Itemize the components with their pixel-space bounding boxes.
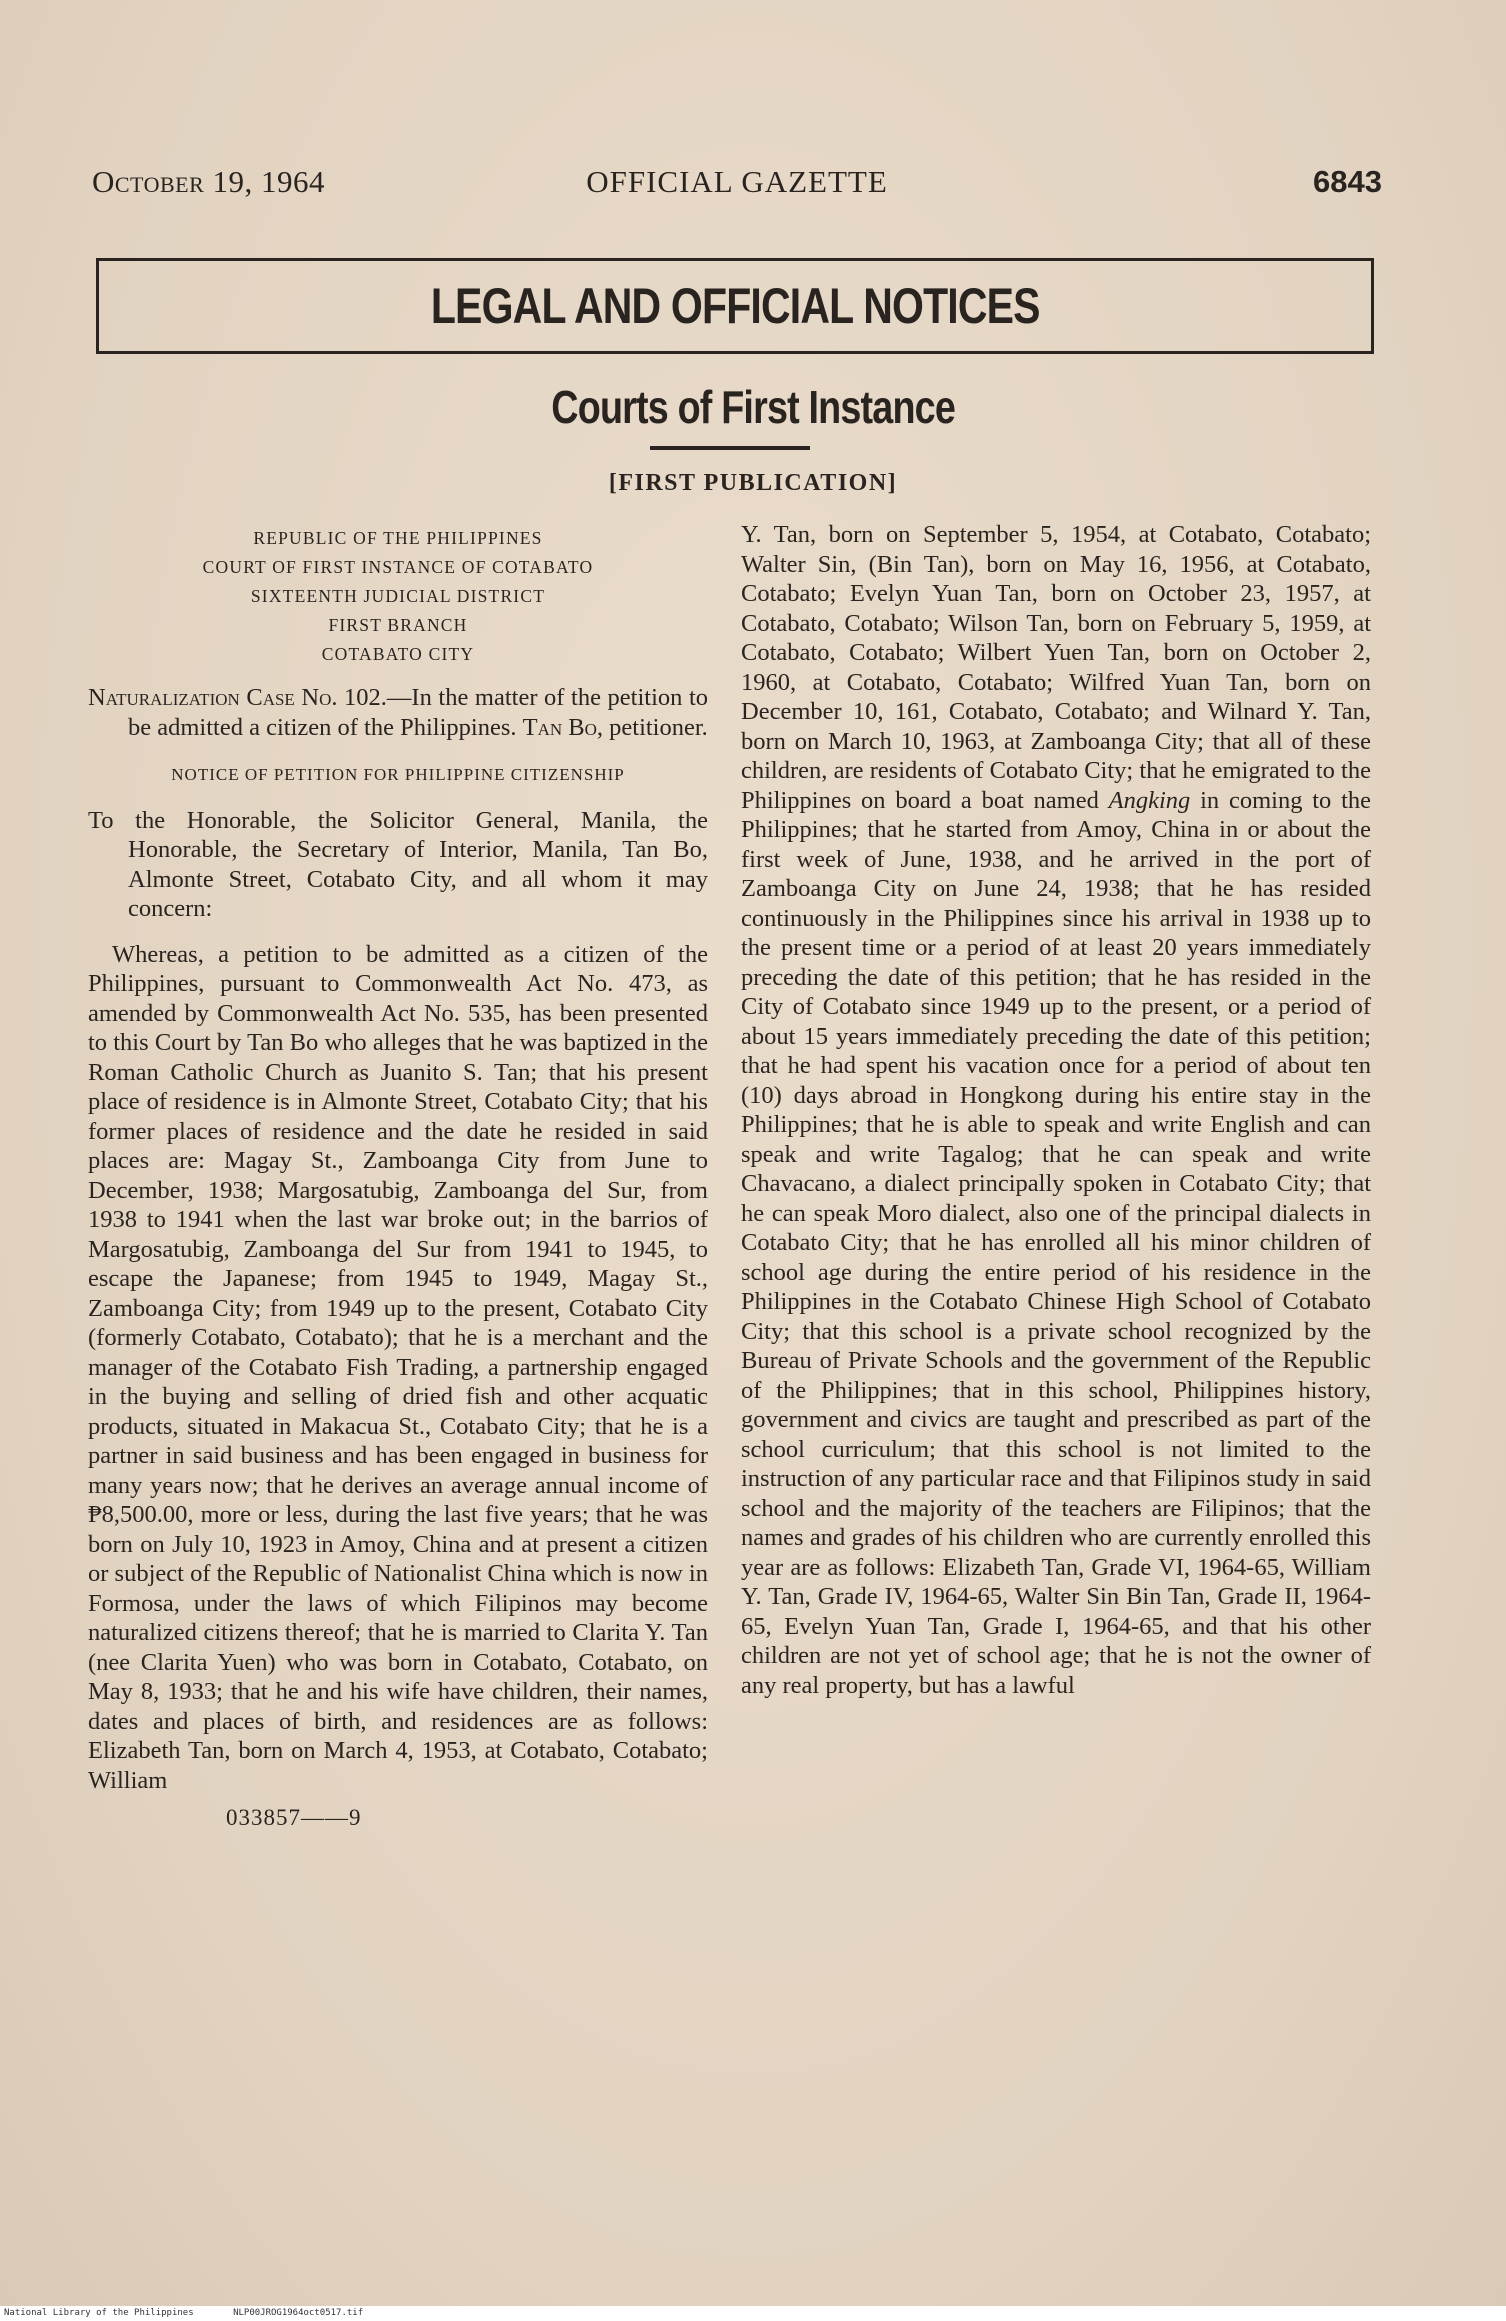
section-title [0,380,1506,434]
notice-heading: NOTICE OF PETITION FOR PHILIPPINE CITIZENSHIP [171,765,625,784]
body-right-part1: Y. Tan, born on September 5, 1954, at Cotabato, Cotabato; Walter Sin, (Bin Tan), born on May 16, 1956, at Cotabato, Cotabato; Evelyn Yuan Tan, born on October 23, 1957, at Cotabato, Cotabato; Wilson Tan, born on February 5, 1959, at Cotabato, Cotabato; Wilbert Yuen Tan, born on October 2, 1960, at Cotabato, Cotabato; Wilfred Yuan Tan, born on December 10, 161, Cotabato, Cotabato; and Wilnard Y. Tan, born on March 10, 1963, at Zamboanga City; that all of these children, are residents of Cotabato City; that he emigrated to the Philippines on board a boat named [741,521,1371,814]
section-title-text: Courts of First Instance [551,381,955,433]
issue-date: October 19, 1964 [92,164,326,199]
case-text: —In the matter of the petition to be admitted a citizen of the Philippines. [128,684,708,741]
right-column [741,520,1371,1700]
page-header [92,164,1382,208]
addressees: To the Honorable, the Solicitor General, Manila, the Honorable, the Secretary of Interior, Manila, Tan Bo, Almonte Street, Cotabato City, and all whom it may concern: [88,806,708,922]
print-code: 033857——9 [226,1805,362,1830]
body-right-part2: in coming to the Philippines; that he started from Amoy, China in or about the first week of June, 1938, and he arrived in the port of Zamboanga City on June 24, 1938; that he has resided continuously in the Philippines since his arrival in 1938 up to the present time or a period of at least 20 years immediately preceding the date of this petition; that he has resided in the City of Cotabato since 1949 up to the present, or a period of about 15 years immediately preceding the date of this petition; that he had spent his vacation once for a period of about ten (10) days abroad in Hongkong during his entire stay in the Philippines; that he is able to speak and write English and can speak and write Tagalog; that he can speak and write Chavacano, a dialect principally spoken in Cotabato City; that he can speak Moro dialect, also one of the principal dialects in Cotabato City; that he has enrolled all his minor children of school age during the entire period of his residence in the Philippines in the Cotabato Chinese High School of Cotabato City; that this school is a private school recognized by the Bureau of Private Schools and the government of the Republic of the Philippines; that in this school, Philippines history, government and civics are taught and prescribed as part of the school curriculum; that this school is not limited to the instruction of any particular race and that Filipinos study in said school and the majority of the teachers are Filipinos; that the names and grades of his children who are currently enrolled this year are as follows: Elizabeth Tan, Grade VI, 1964-65, William Y. Tan, Grade IV, 1964-65, Walter Sin Bin Tan, Grade II, 1964-65, Evelyn Yuan Tan, Grade I, 1964-65, and that his other children are not yet of school age; that he is not the owner of any real property, but has a lawful [741,786,1372,1699]
library-name: National Library of the Philippines [4,2308,194,2318]
banner-text: LEGAL AND OFFICIAL NOTICES [430,278,1040,334]
court-heading [88,524,708,669]
left-column [88,520,708,1833]
court-line: COURT OF FIRST INSTANCE OF COTABATO [202,557,594,577]
case-caption [88,683,708,742]
page-number: 6843 [1313,164,1382,199]
petition-body-continued [741,520,1371,1700]
ship-name: Angking [1108,786,1191,814]
petitioner-suffix: , petitioner. [596,713,708,741]
petition-body: Whereas, a petition to be admitted as a citizen of the Philippines, pursuant to Commonwealth Act No. 473, as amended by Commonwealth Act No. 535, has been presented to this Court by Tan Bo who alleges that he was baptized in the Roman Catholic Church as Juanito S. Tan; that his present place of residence is in Almonte Street, Cotabato City; that his former places of residence and the date he resided in said places are: Magay St., Zamboanga City from June to December, 1938; Margosatubig, Zamboanga del Sur, from 1938 to 1941 when the last war broke out; in the barrios of Margosatubig, Zamboanga del Sur from 1941 to 1945, to escape the Japanese; from 1945 to 1949, Magay St., Zamboanga City; from 1949 up to the present, Cotabato City (formerly Cotabato, Cotabato); that he is a merchant and the manager of the Cotabato Fish Trading, a partnership engaged in the buying and selling of dried fish and other acquatic products, situated in Makacua St., Cotabato City; that he is a partner in said business and has been engaged in business for many years now; that he derives an average annual income of ₱8,500.00, more or less, during the last five years; that he was born on July 10, 1923 in Amoy, China and at present a citizen or subject of the Republic of Nationalist China which is now in Formosa, under the laws of which Filipinos may become naturalized citizens thereof; that he is married to Clarita Y. Tan (nee Clarita Yuen) who was born in Cotabato, Cotabato, on May 8, 1933; that he and his wife have children, their names, dates and places of birth, and residences are as follows: Elizabeth Tan, born on March 4, 1953, at Cotabato, Cotabato; William [88,940,708,1794]
case-label: Naturalization Case No. 102. [88,684,387,711]
petitioner-name: Tan Bo [522,713,597,741]
publication-label: [FIRST PUBLICATION] [608,470,898,496]
court-line: COTABATO CITY [321,644,475,664]
title-rule [650,446,810,450]
file-name: NLP00JROG1964oct0517.tif [233,2308,364,2318]
publication-title: OFFICIAL GAZETTE [586,164,888,199]
court-line: FIRST BRANCH [328,615,468,635]
notices-banner [96,258,1374,354]
scan-footer [0,2306,1506,2321]
court-line: REPUBLIC OF THE PHILIPPINES [253,528,543,548]
court-line: SIXTEENTH JUDICIAL DISTRICT [250,586,546,606]
